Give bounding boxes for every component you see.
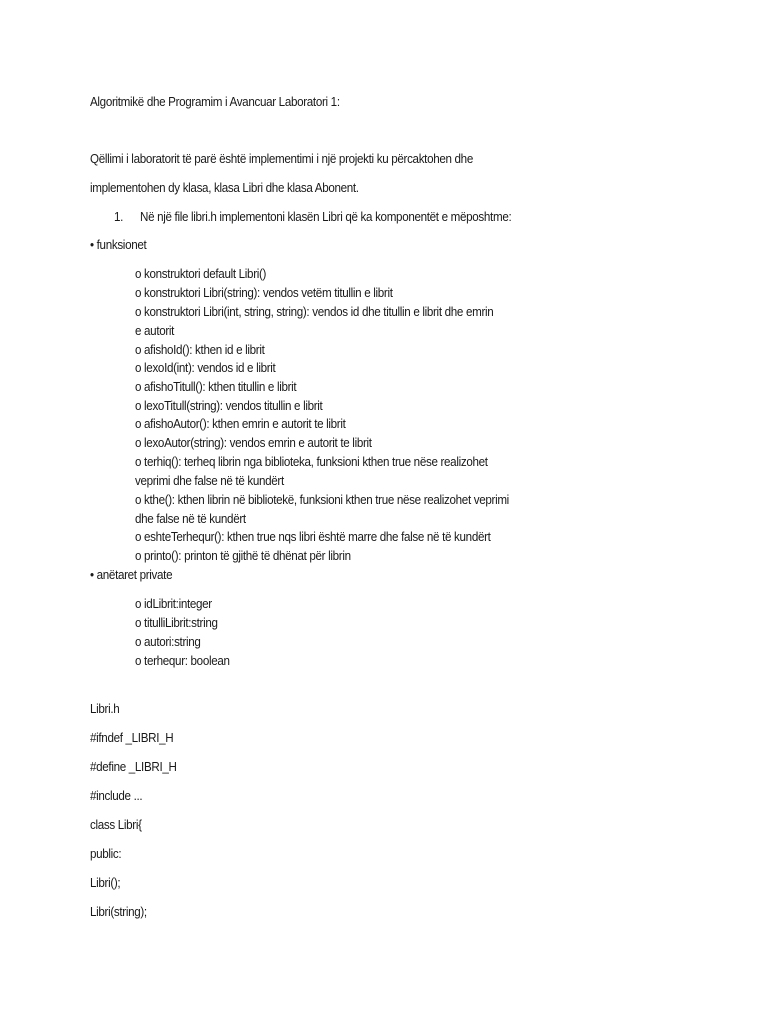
members-heading: • anëtaret private <box>90 568 173 582</box>
list-item: o lexoId(int): vendos id e librit <box>135 361 276 375</box>
list-item: o lexoTitull(string): vendos titullin e librit <box>135 399 323 413</box>
intro-line-1: Qëllimi i laboratorit të parë është implementimi i një projekti ku përcaktohen dhe <box>90 152 473 166</box>
functions-heading: • funksionet <box>90 238 147 252</box>
code-filename: Libri.h <box>90 702 120 716</box>
list-item: o terhiq(): terheq librin nga biblioteka, funksioni kthen true nëse realizohet <box>135 455 488 469</box>
document-title: Algoritmikë dhe Programim i Avancuar Laboratori 1: <box>90 95 340 109</box>
list-item: o afishoTitull(): kthen titullin e librit <box>135 380 297 394</box>
list-item: o titulliLibrit:string <box>135 616 218 630</box>
list-item: veprimi dhe false në të kundërt <box>135 474 284 488</box>
code-line: #include ... <box>90 789 143 803</box>
code-line: #define _LIBRI_H <box>90 760 177 774</box>
code-line: #ifndef _LIBRI_H <box>90 731 174 745</box>
list-item: o konstruktori Libri(string): vendos vetëm titullin e librit <box>135 286 393 300</box>
list-item: o idLibrit:integer <box>135 597 212 611</box>
code-line: public: <box>90 847 122 861</box>
code-line: Libri(string); <box>90 905 147 919</box>
list-item: o printo(): printon të gjithë të dhënat për librin <box>135 549 351 563</box>
list-item: o afishoAutor(): kthen emrin e autorit te librit <box>135 417 346 431</box>
task-1-text: Në një file libri.h implementoni klasën Libri që ka komponentët e mëposhtme: <box>140 210 512 224</box>
list-item: o konstruktori default Libri() <box>135 267 267 281</box>
list-item: o lexoAutor(string): vendos emrin e autorit te librit <box>135 436 372 450</box>
code-line: Libri(); <box>90 876 121 890</box>
code-line: class Libri{ <box>90 818 142 832</box>
list-item: o afishoId(): kthen id e librit <box>135 343 265 357</box>
intro-line-2: implementohen dy klasa, klasa Libri dhe klasa Abonent. <box>90 181 359 195</box>
list-item: dhe false në të kundërt <box>135 512 246 526</box>
task-1-marker: 1. <box>114 210 124 224</box>
list-item: o konstruktori Libri(int, string, string): vendos id dhe titullin e librit dhe emrin <box>135 305 494 319</box>
list-item: o kthe(): kthen librin në bibliotekë, funksioni kthen true nëse realizohet veprimi <box>135 493 509 507</box>
list-item: o terhequr: boolean <box>135 654 230 668</box>
list-item: o autori:string <box>135 635 201 649</box>
list-item: e autorit <box>135 324 175 338</box>
list-item: o eshteTerhequr(): kthen true nqs libri është marre dhe false në të kundërt <box>135 530 491 544</box>
